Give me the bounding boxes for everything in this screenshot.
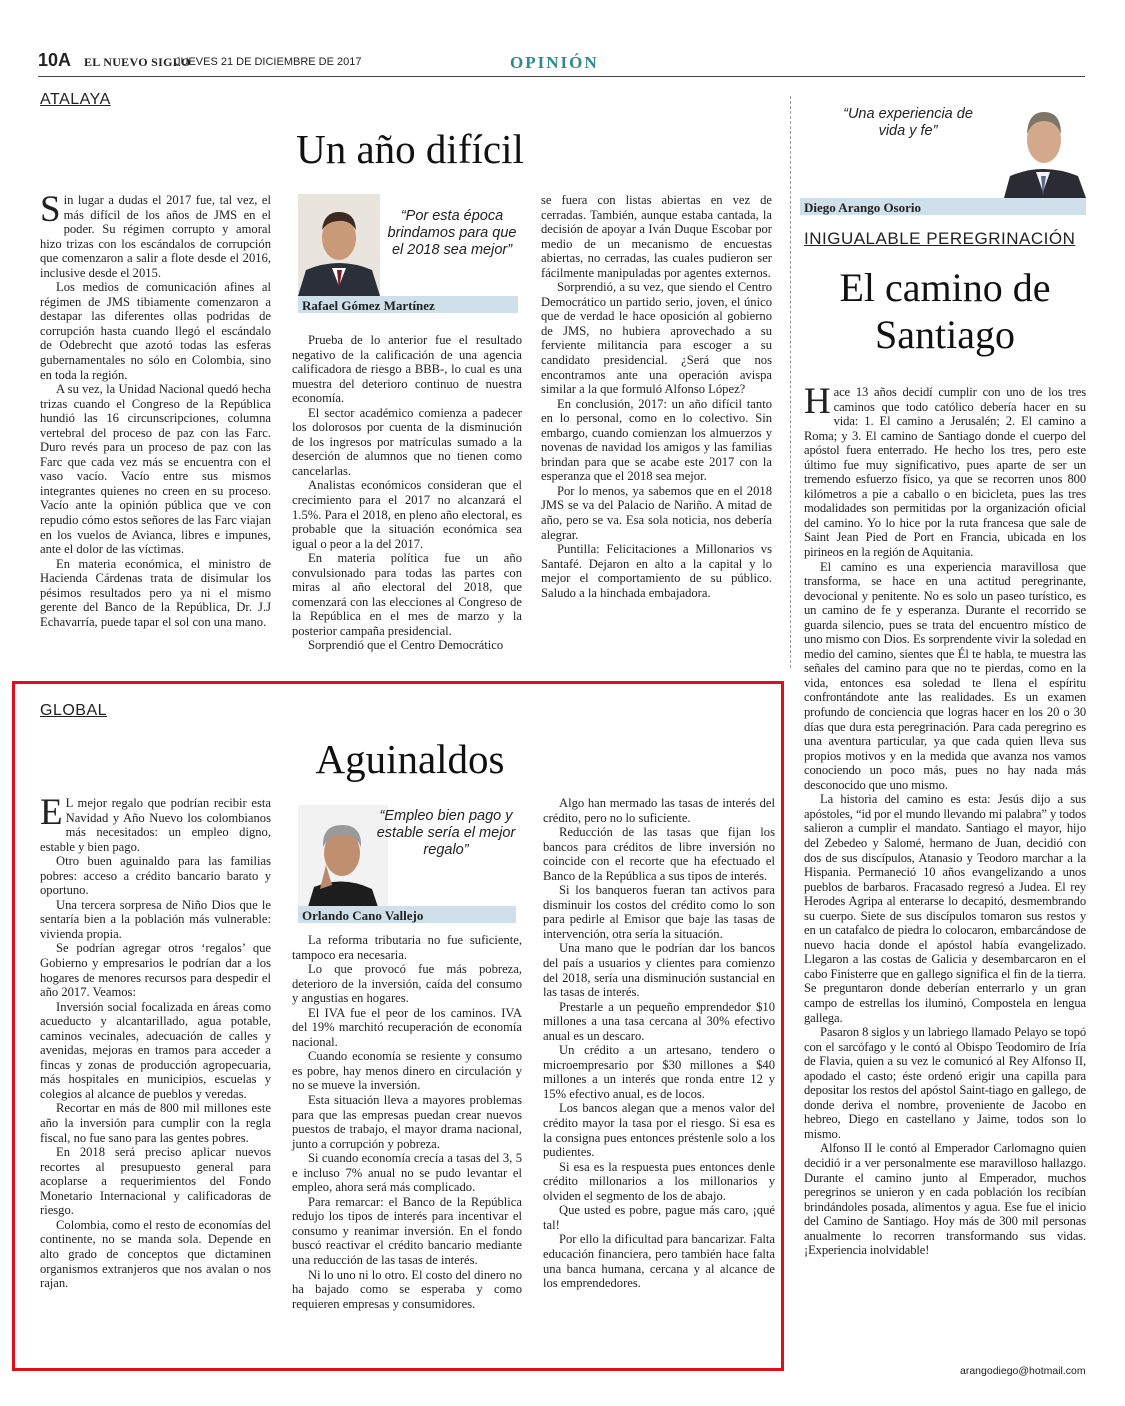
paragraph: Una mano que le podrían dar los bancos del país a usuarios y clientes para comienzo del 2018, sería una disminución sustancial en las tasas de interés.: [543, 941, 775, 1000]
paragraph: Inversión social focalizada en áreas como acueducto y alcantarillado, agua potable, caminos vecinales, adecuación de calles y avenidas, mejoras en tramos para acceder a fincas y zonas de producción agropecuaria, más hospitales en municipios, escuelas y colegios al alcance de pueblos y veredas.: [40, 999, 271, 1101]
dropcap: H: [804, 381, 831, 422]
global-byline: Orlando Cano Vallejo: [298, 906, 516, 923]
paragraph: Cuando economía se resiente y consumo es pobre, hay menos dinero en circulación y no se mueve la inversión.: [292, 1049, 522, 1093]
paragraph: Alfonso II le contó al Emperador Carlomagno quien decidió ir a ver personalmente ese maravilloso hallazgo. Durante el camino junto al Emperador, muchos peregrinos se unieron y en cada población los recibían brindándoles posada, alimentos y agua. Ese fue el inicio del Camino de Santiago. Hoy más de 300 mil personas anualmente lo recorren transformando sus vidas. ¡Experiencia inolvidable!: [804, 1141, 1086, 1258]
paragraph: Si esa es la respuesta pues entonces denle crédito millonarios a los millonarios y olviden el segmento de los de abajo.: [543, 1159, 775, 1203]
atalaya-column-3: [541, 193, 772, 600]
author-photo-rafael: [298, 194, 380, 296]
atalaya-title: Un año difícil: [296, 126, 524, 172]
paragraph: Un crédito a un artesano, tendero o microempresario por $30 millones a $40 millones a un interés que ronda entre 12 y 15% efectivo anual, es de locos.: [543, 1043, 775, 1101]
paragraph: El camino es una experiencia maravillosa que transforma, se hace en una actitud peregrinante, devocional y penitente. No es solo un paseo turístico, es un camino de fe y esperanza. Durante el recorrido se guarda silencio, pues se trata del encuentro místico de uno mismo con Dios. Es sorprendente vivir la soledad en medio del camino, sientes que Él te habla, te muestra las señales del camino para que no te pierdas, como en la vida, entonces esa soledad te llena el espíritu confrontándote ante las realidades. Es un examen profundo de conciencia que logras hacer en los 20 o 30 días que dura esta peregrinación. Para cada peregrino es una aventura particular, ya que cada quien lleva sus propios motivos y en la medida que avanza nos vamos conociendo un poco más, pues no hay nada más desconocido que uno mismo.: [804, 559, 1086, 792]
paragraph: Una tercera sorpresa de Niño Dios que le sentaría bien a la población más vulnerable: vivienda propia.: [40, 897, 271, 941]
global-title: Aguinaldos: [315, 736, 505, 782]
paragraph: En materia política fue un año convulsionado para todas las partes con miras al año electoral del 2018, que comenzará con las elecciones al Congreso de la República en el mes de marzo y la posterior campaña presidencial.: [292, 551, 522, 638]
paragraph: A su vez, la Unidad Nacional quedó hecha trizas cuando el Congreso de la República hundió las 16 circunscripciones, columna vertebral del proceso de paz con las Farc. Duro revés para un proceso de paz con las Farc que cada vez más se encuentra con el vaso vacío. Vacío entre sus mismos integrantes quienes no creen en su proceso. Vacío ante la opinión pública que ve con repudio cómo estos señores de las Farc viajan en los vuelos de Avianca, libres e impunes, ante el dolor de las víctimas.: [40, 382, 271, 557]
section-name: OPINIÓN: [510, 53, 599, 72]
paragraph: El sector académico comienza a padecer los dolorosos por cuenta de la disminución de los ingresos por matrículas sumado a la deserción de alumnos que no tienen como cancelarlas.: [292, 405, 522, 478]
atalaya-column-1: [40, 189, 271, 629]
paragraph: Por ello la dificultad para bancarizar. Falta educación financiera, pero también hace falta una banca humana, cercana y al alcance de los emprendedores.: [543, 1232, 775, 1291]
paragraph: Prueba de lo anterior fue el resultado negativo de la calificación de una agencia calificadora de riesgo a BBB-, lo cual es una muestra del deterioro continuo de nuestra economía.: [292, 333, 522, 406]
paragraph: Si cuando economía crecía a tasas del 3, 5 e incluso 7% anual no se pudo levantar el empleo, ahora será más complicado.: [292, 1151, 522, 1195]
santiago-kicker: INIGUALABLE PEREGRINACIÓN: [804, 229, 1076, 248]
santiago-byline: Diego Arango Osorio: [800, 198, 1086, 215]
paragraph: Que usted es pobre, pague más caro, ¡qué tal!: [543, 1203, 775, 1232]
newspaper-name: EL NUEVO SIGLO: [84, 55, 191, 69]
paragraph: Otro buen aguinaldo para las familias pobres: acceso a crédito bancario barato y oportuno.: [40, 854, 271, 898]
santiago-pullquote: “Una experiencia de vida y fe”: [843, 106, 973, 139]
paragraph: ace 13 años decidí cumplir con uno de los tres caminos que todo católico debería hacer en su vida: 1. El camino a Jerusalén; 2. El camino a Roma; y 3. El camino de Santiago donde el cuerpo del apóstol fuera enterrado. He hecho los tres, pero este último fue muy significativo, pues aparte de ser un tremendo esfuerzo físico, ya que se recorren unos 800 kilómetros a pie a caballo o en bicicleta, pues las tres modalidades son permitidas por la organización oficial del camino. Yo lo hice por la ruta francesa que sale de Saint Jean Pied de Port en Francia, ubicada en los pirineos en la región de Aquitania.: [804, 385, 1086, 560]
paragraph: Reducción de las tasas que fijan los bancos para créditos de libre inversión no coincide con el recorte que ha efectuado el Banco de la República a sus tipos de interés.: [543, 825, 775, 883]
global-column-3: [543, 796, 775, 1291]
paragraph: En 2018 será preciso aplicar nuevos recortes al presupuesto general para acoplarse a requerimientos del Fondo Monetario Internacional y calificadoras de riesgo.: [40, 1145, 271, 1218]
paragraph: Analistas económicos consideran que el crecimiento para el 2017 no alcanzará el 1.5%. Para el 2018, en pleno año electoral, es probable que la situación económica sea igual o peor a la del 2017.: [292, 478, 522, 551]
paragraph: Lo que provocó fue más pobreza, deterioro de la inversión, caída del consumo y angustias en hogares.: [292, 962, 522, 1006]
paragraph: Para remarcar: el Banco de la República redujo los tipos de interés para incentivar el consumo y reanimar inversión. En el fondo buscó reactivar el crédito bancario mediante una reducción de las tasas de interés.: [292, 1194, 522, 1268]
paragraph: Sorprendió, a su vez, que siendo el Centro Democrático un partido serio, joven, el único que de verdad le hace oposición al gobierno de JMS, no hubiera aprovechado a su ferviente militancia para escoger a su candidato presidencial. ¿Será que nos encontramos ante una operación avispa similar a la que formuló Alfonso López?: [541, 280, 772, 397]
santiago-body: [804, 381, 1086, 1258]
santiago-title-line-2: Santiago: [875, 312, 1015, 357]
paragraph: Ni lo uno ni lo otro. El costo del dinero no ha bajado como se esperaba y como requieren empresas y consumidores.: [292, 1267, 522, 1311]
atalaya-column-2: [292, 333, 522, 653]
paragraph: Prestarle a un pequeño emprendedor $10 millones a una tasa cercana al 30% efectivo anual es un descaro.: [543, 999, 775, 1043]
paragraph: Colombia, como el resto de economías del continente, no se manda sola. Depende en alto grado de conceptos que dictaminen organismos extranjeros que nos avalan o nos rajan.: [40, 1217, 271, 1291]
paragraph: Los bancos alegan que a menos valor del crédito mayor la tasa por el riesgo. Si esa es la consigna pues entonces préstenle solo a los pudientes.: [543, 1101, 775, 1160]
paragraph: Puntilla: Felicitaciones a Millonarios vs Santafé. Dejaron en alto a la capital y lo mejor el comportamiento de su público. Saludo a la hinchada embajadora.: [541, 542, 772, 600]
atalaya-kicker: ATALAYA: [40, 91, 111, 108]
paragraph: Recortar en más de 800 mil millones este año la inversión para cumplir con la regla fiscal, no fue sano para las gentes pobres.: [40, 1101, 271, 1145]
paragraph: En conclusión, 2017: un año difícil tanto en lo personal, como en lo colectivo. Sin embargo, cuando comienzan los almuerzos y novenas de navidad los amigos y las familias brindan para que se acabe este 2017 con la esperanza que el 2018 sea mejor.: [541, 396, 772, 484]
paragraph: L mejor regalo que podrían recibir esta Navidad y Año Nuevo los colombianos más necesitados: un empleo digno, estable y bien pago.: [40, 796, 271, 854]
global-column-2: [292, 933, 522, 1311]
paragraph: Pasaron 8 siglos y un labriego llamado Pelayo se topó con el sarcófago y le contó al Obispo Teodomiro de Iría de Flavia, quien a su vez le comunicó al Rey Alfonso II, apodado el casto; éste ordenó erigir una capilla para depositar los restos del apóstol Saint-tiago en gallego, de donde deriva el nombre, proveniente de Jacobo en hebreo, Diego en castellano y Jaime, todos son lo mismo.: [804, 1025, 1086, 1141]
paragraph: in lugar a dudas el 2017 fue, tal vez, el más difícil de los años de JMS en el poder. Su régimen corrupto y amoral hizo trizas con los escándalos de corrupción que comenzaron a salir a flote desde el 2016, inclusive desde el 2015.: [40, 193, 271, 280]
paragraph: se fuera con listas abiertas en vez de cerradas. También, aunque estaba cantada, la decisión de apoyar a Iván Duque Escobar por medio de un mecanismo de encuestas abiertas, no cerradas, las cuales pudieron ser fácilmente manipuladas por agentes externos.: [541, 193, 772, 280]
global-pullquote: “Empleo bien pago y estable sería el mejor regalo”: [376, 808, 516, 858]
paragraph: Los medios de comunicación afines al régimen de JMS tibiamente comenzaron a destapar las diferentes ollas podridas de corrupción hasta cuando llegó el escándalo de Odebrecht que azotó todas las esferas gubernamentales no sólo en Colombia, sino en toda la región.: [40, 280, 271, 382]
author-photo-diego: [1000, 96, 1086, 198]
paragraph: El IVA fue el peor de los caminos. IVA del 19% marchitó recuperación de economía nacional.: [292, 1005, 522, 1049]
author-email: arangodiego@hotmail.com: [960, 1365, 1086, 1377]
paragraph: Algo han mermado las tasas de interés del crédito, pero no lo suficiente.: [543, 796, 775, 825]
paragraph: Si los banqueros fueran tan activos para disminuir los costos del crédito como lo son para pedirle al Emisor que baje las tasas de intervención, otra sería la situación.: [543, 883, 775, 941]
page-number: 10A: [38, 50, 72, 70]
paragraph: Se podrían agregar otros ‘regalos’ que Gobierno y empresarios le podrían dar a los hogares de menores recursos para despedir el año 2017. Veamos:: [40, 941, 271, 1000]
global-column-1: [40, 792, 271, 1291]
header-rule: [38, 76, 1085, 77]
atalaya-byline: Rafael Gómez Martínez: [298, 296, 518, 313]
paragraph: Sorprendió que el Centro Democrático: [308, 638, 504, 653]
paragraph: Esta situación lleva a mayores problemas para que las empresas puedan crear nuevos puestos de trabajo, el mayor drama nacional, junto a corrupción y pobreza.: [292, 1093, 522, 1151]
paragraph: En materia económica, el ministro de Hacienda Cárdenas trata de disimular los pésimos resultados pero ya ni el mismo gerente del Banco de la República, Dr. J.J Echavarría, puede tapar el sol con una mano.: [40, 556, 271, 629]
dropcap: S: [40, 189, 61, 230]
dropcap: E: [40, 792, 63, 833]
column-divider: [790, 96, 791, 668]
santiago-title: [800, 264, 1090, 358]
santiago-title-line-1: El camino de: [839, 265, 1051, 310]
paragraph: Por lo menos, ya sabemos que en el 2018 JMS se va del Palacio de Nariño. A mitad de año, pero se va. Esa sola noticia, nos debería alegrar.: [541, 483, 772, 542]
issue-date: JUEVES 21 DE DICIEMBRE DE 2017: [175, 56, 362, 68]
paragraph: La historia del camino es esta: Jesús dijo a sus apóstoles, “id por el mundo llevando mi palabra” y todos salieron a cumplir el mandato. Santiago el mayor, hijo del Zebedeo y Salomé, hermano de Juan, decidió con dos de sus discípulos, Atanasio y Teodoro marchar a la Hispania. Permaneció 10 años evangelizando a unos pueblos de barbaros. Fracasado regresó a Judea. El rey Herodes Agripa al enterarse lo decapitó, desmembrando su cuerpo. Siete de sus discípulos tomaron sus restos y en un catafalco de piedra lo colocaron, embarcándose de nuevo hacia donde el apóstol había evangelizado. Llegaron a las costas de Galicia y desembarcaron en el cabo Finisterre que en gallego significa el fin de la tierra. Se preguntaron donde deberían enterrarlo y un gran campo de estrellas los iluminó, Compostela en lengua gallega.: [804, 792, 1086, 1025]
global-kicker: GLOBAL: [40, 702, 108, 719]
atalaya-pullquote: “Por esta época brindamos para que el 2018 sea mejor”: [387, 208, 517, 258]
paragraph: La reforma tributaria no fue suficiente, tampoco era necesaria.: [292, 933, 522, 962]
